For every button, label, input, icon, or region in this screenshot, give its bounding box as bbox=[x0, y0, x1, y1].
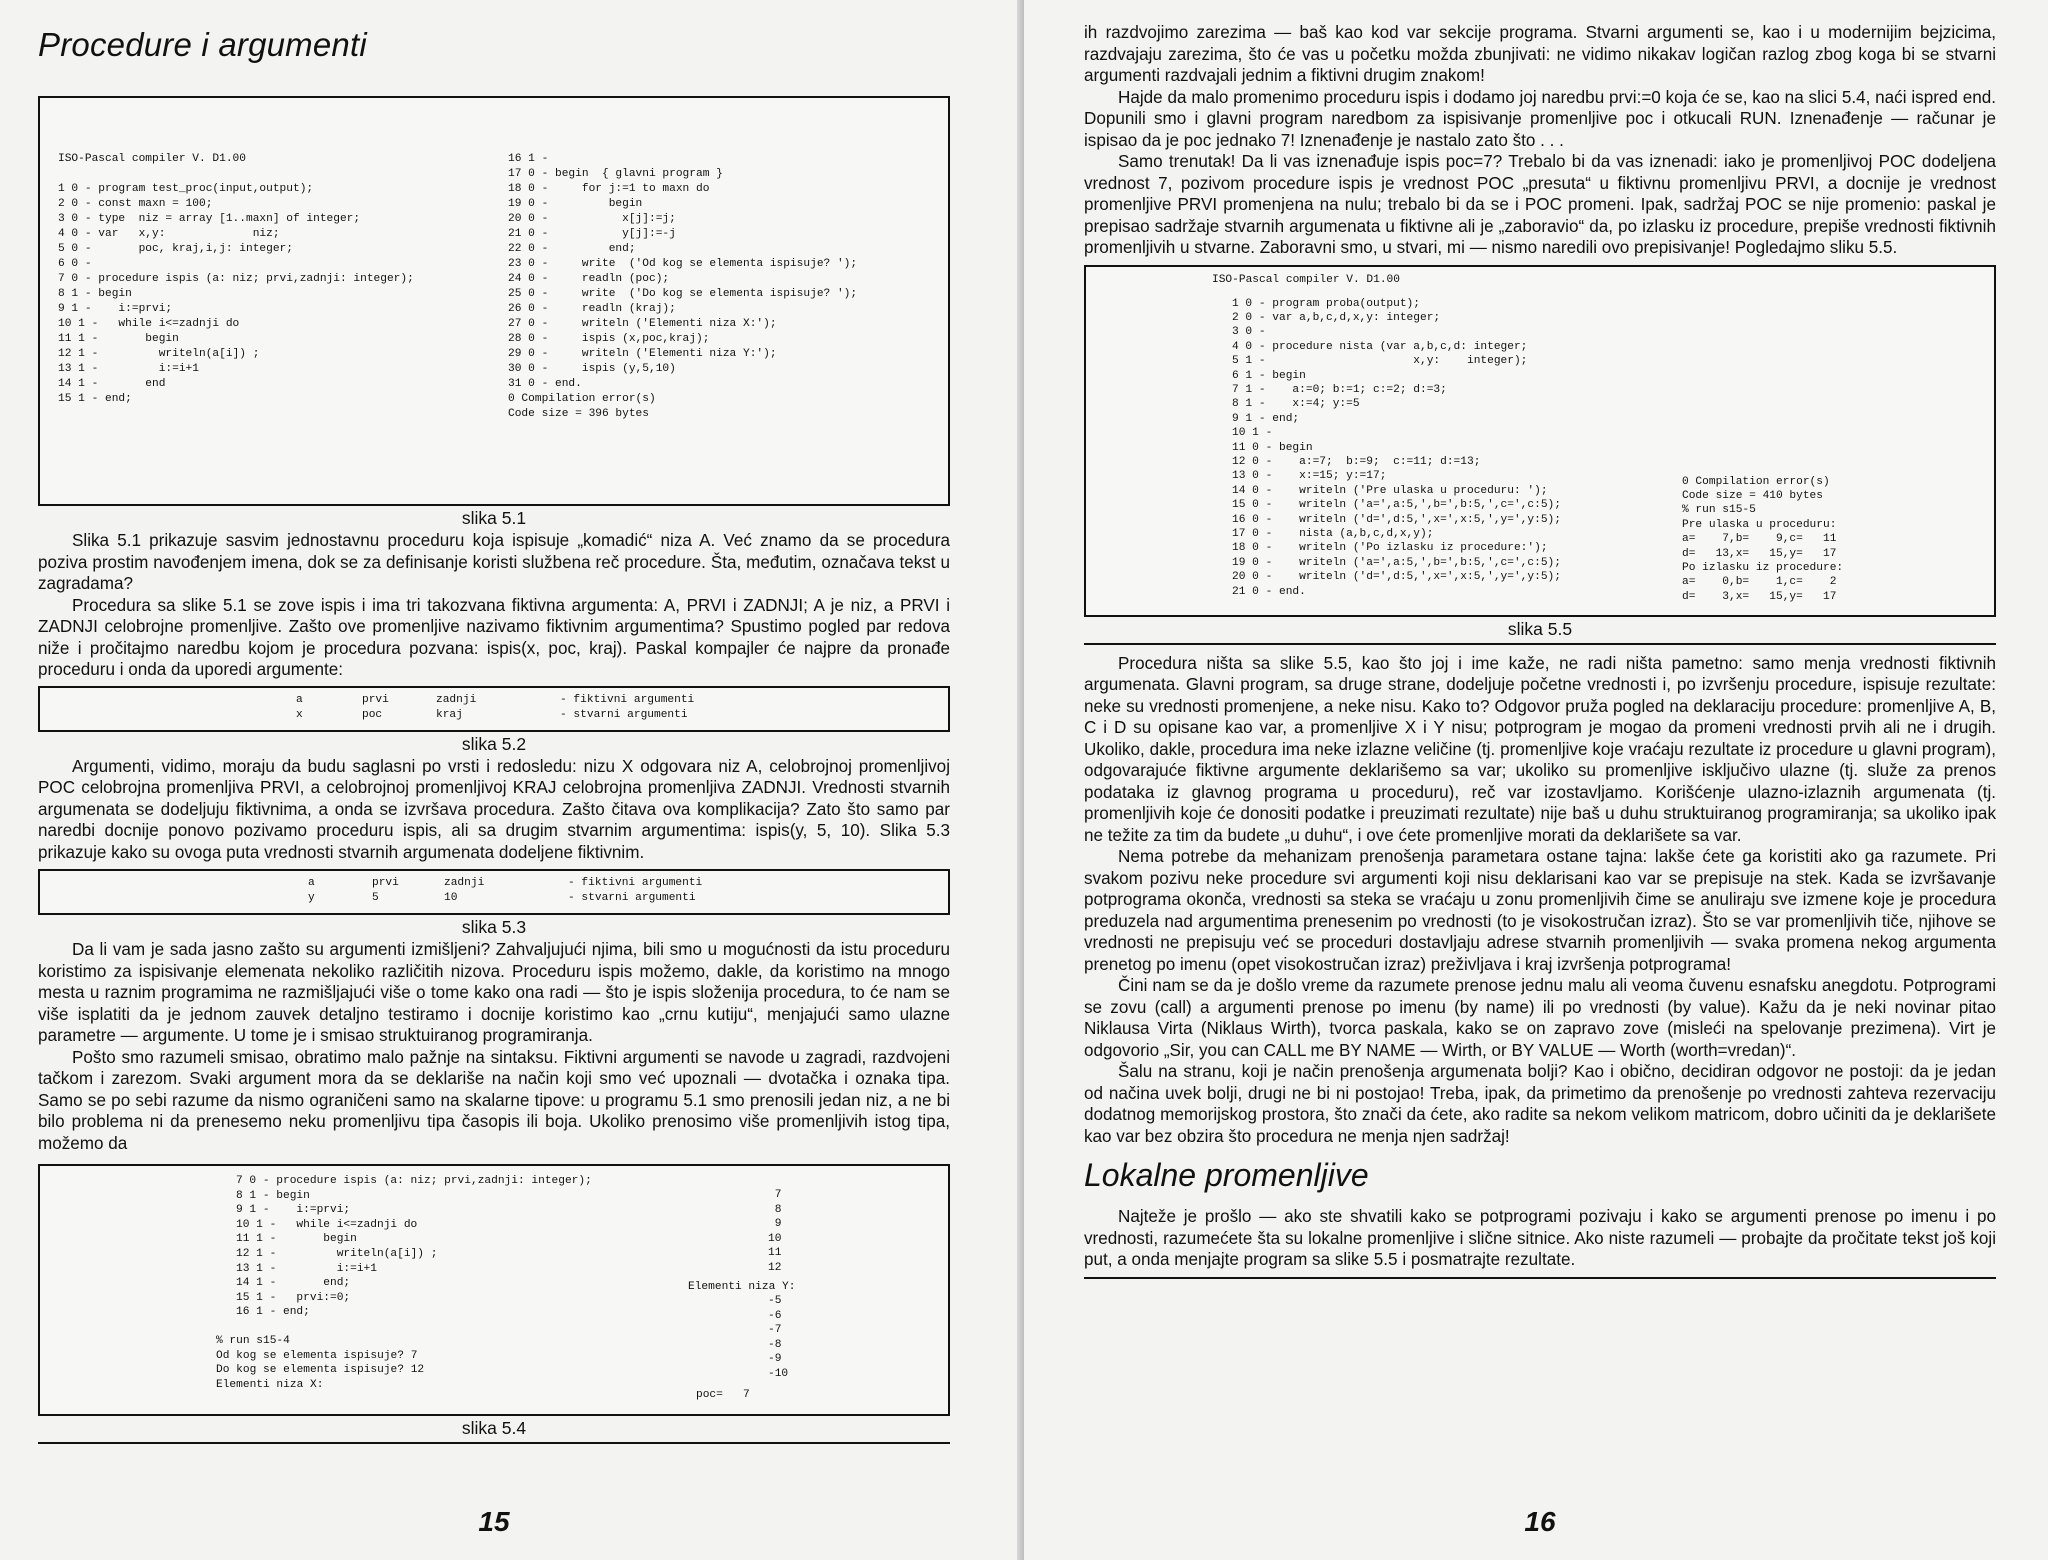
fig5-output: 0 Compilation error(s) Code size = 410 bytes % run s15-5 Pre ulaska u proceduru: a= 7,b= 9,c= 11 d= 13,x= 15,y= 17 Po izlasku iz procedure: a= 0,b= 1,c= 2 d= 3,x= 15,y= 17 bbox=[1682, 475, 1844, 603]
paragraph: Čini nam se da je došlo vreme da razumete prenose jednu malu ali veoma čuvenu esnafsku anegdotu. Potprogrami se zovu (call) a argumenti prenose po imenu (by name) ili po vrednosti (by value). Kažu da je neki novinar pitao Niklausa Virta (Niklaus Wirth), tvorca paskala, kako se on zapravo zove (misleći na spelovanje prezimena). Virt je odgovorio „Sir, you can CALL me BY NAME — Wirth, or BY VALUE — Worth (worth=vredan)“. bbox=[1084, 976, 1996, 1060]
figure-5-5 bbox=[1084, 265, 1996, 617]
paragraph: Najteže je prošlo — ako ste shvatili kako se potprogrami pozivaju i kako se argumenti prenose po imenu i po vrednosti, razumećete šta su lokalne promenljive i slične sitnice. Ako niste razumeli — probajte da pročitate tekst još koji put, a onda menjajte program sa slike 5.5 i posmatrajte rezultate. bbox=[1084, 1207, 1996, 1269]
paragraph: Pošto smo razumeli smisao, obratimo malo pažnje na sintaksu. Fiktivni argumenti se navode u zagradi, razdvojeni tačkom i zarezom. Svaki argument mora da se deklariše na način koji smo već upoznali — dvotačka i oznaka tipa. Samo se po sebi razume da nismo ograničeni samo na skalarne tipove: u programu 5.1 smo prenosili jedan niz, a ne bi bilo problema ni da prenesemo neku promenljivu tipa časopis ili boja. Ukoliko prenosimo više promenljivih istog tipa, možemo da bbox=[38, 1047, 950, 1153]
page-title: Procedure i argumenti bbox=[38, 26, 367, 63]
paragraph: Slika 5.1 prikazuje sasvim jednostavnu proceduru koja ispisuje „komadić“ niza A. Već znamo da se procedura poziva prostim navođenjem imena, dok se za definisanje koristi službena reč procedure. Šta, međutim, označava tekst u zagradama? bbox=[38, 531, 950, 593]
caption-5-1: slika 5.1 bbox=[461, 508, 527, 528]
section-heading: Lokalne promenljive bbox=[1084, 1157, 1369, 1193]
section-rule bbox=[1084, 643, 1996, 645]
paragraph: Procedura sa slike 5.1 se zove ispis i ima tri takozvana fiktivna argumenta: A, PRVI i ZADNJI; A je niz, a PRVI i ZADNJI celobrojne promenljive. Zašto ove promenljive nazivamo fiktivnim argumentima? Spustimo pogled par redova niže i pročitajmo naredbu kojom je procedura pozvana: ispis(x, poc, kraj). Paskal kompajler će najpre da pronađe proceduru i onda da uporedi argumente: bbox=[38, 595, 950, 679]
figure-5-2 bbox=[38, 686, 950, 732]
figure-5-4 bbox=[38, 1164, 950, 1416]
paragraph: Samo trenutak! Da li vas iznenađuje ispis poc=7? Trebalo bi da vas iznenadi: iako je promenljivoj POC dodeljena vrednost 7, pozivom procedure ispis je vrednost POC „presuta“ u fiktivnu promenljivu PRVI, a docnije je vrednost promenljive PRVI promenjena na nulu; trebalo bi da se i POC promeni. Ipak, sadržaj POC se nije promenio: paskal je prepisao sadržaje stvarnih argumenata u fiktivne ali je „zaboravio“ da, po izlasku iz procedure, prepiše vrednosti fiktivnih promenljivih u stvarne. Zaboravni smo, u stvari, mi — nismo naredili ovo prepisivanje! Pogledajmo sliku 5.5. bbox=[1084, 152, 1996, 257]
paragraph: Šalu na stranu, koji je način prenošenja argumenata bolji? Kao i obično, decidiran odgovor ne postoji: da je jedan od načina uvek bolji, drugi ne bi ni postojao! Treba, ipak, da primetimo da prenošenje po vrednosti zahteva rezervaciju dodatnog memorijskog prostora, što znači da ćete, ako radite sa nekom velikom matricom, dobro učiniti da je deklarišete kao var bez obzira što procedura ne menja njen sadržaj! bbox=[1084, 1062, 1996, 1146]
fig1-header: ISO-Pascal compiler V. D1.00 bbox=[58, 153, 246, 165]
fig2-row: x poc kraj - stvarni argumenti bbox=[296, 708, 688, 721]
fig4-code: 7 0 - procedure ispis (a: niz; prvi,zadnji: integer); 8 1 - begin 9 1 - i:=prvi; 10 1 - while i<=zadnji do 11 1 - begin 12 1 - writeln(a[i]) ; 13 1 - i:=i+1 14 1 - end; 15 1 - prvi:=0; 16 1 - end; bbox=[236, 1175, 592, 1319]
fig4-y-header: Elementi niza Y: bbox=[688, 1281, 796, 1293]
caption-5-3: slika 5.3 bbox=[461, 917, 527, 937]
paragraph: Argumenti, vidimo, moraju da budu saglasni po vrsti i redosledu: nizu X odgovara niz A, celobrojnoj promenljivoj POC celobrojna promenljiva PRVI, a celobrojnoj promenljivoj KRAJ celobrojna promenljiva ZADNJI. Vrednosti stvarnih argumenata se dodeljuju fiktivnima, a onda se izvršava procedura. Zašto čitava ova komplikacija? Zato što samo par naredbi docnije ponovo pozivamo proceduru ispis, ali sa drugim stvarnim argumentima: ispis(y, 5, 10). Slika 5.3 prikazuje kako su ovoga puta vrednosti stvarnih argumenata dodeljene fiktivnim. bbox=[38, 756, 950, 862]
fig4-poc: poc= 7 bbox=[696, 1389, 750, 1401]
fig4-y-values: -5 -6 -7 -8 -9 -10 bbox=[768, 1295, 789, 1380]
fig4-x-values: 7 8 9 10 11 12 bbox=[768, 1189, 782, 1274]
figure-5-1 bbox=[38, 96, 950, 506]
caption-5-2: slika 5.2 bbox=[461, 733, 527, 754]
paragraph: Nema potrebe da mehanizam prenošenja parametara ostane tajna: lakše ćete ga koristiti ako ga razumete. Pri svakom pozivu neke procedure svi argumenti koji nisu deklarisani kao var se prepisuje na stek. Kada se izvršavanje potprograma okonča, vrednosti sa steka se vraćaju u zonu promenljivih čime se anuliraju sve izmene koje je procedura preduzela nad argumentima prenesenim po vrednosti (to je visokostručan izraz). Što se var promenljivih tiče, njihove se vrednosti ne prepisuju već se proceduri dostavljaju adrese stvarnih promenljivih — svaka promena nekog argumenta prenetog po imenu (opet visokostručan izraz) preživljava i kraj izvršenja potprograma! bbox=[1084, 847, 1996, 974]
fig1-code-left: 1 0 - program test_proc(input,output); 2 0 - const maxn = 100; 3 0 - type niz = array [1..maxn] of integer; 4 0 - var x,y: niz; 5 0 - poc, kraj,i,j: integer; 6 0 - 7 0 - procedure ispis (a: niz; prvi,zadnji: integer); 8 1 - begin 9 1 - i:=prvi; 10 1 - while i<=zadnji do 11 1 - begin 12 1 - writeln(a[i]) ; 13 1 - i:=i+1 14 1 - end 15 1 - end; bbox=[58, 183, 414, 405]
fig2-row: a prvi zadnji - fiktivni argumenti bbox=[296, 693, 695, 706]
fig4-run-output: % run s15-4 Od kog se elementa ispisuje? 7 Do kog se elementa ispisuje? 12 Elementi niza X: bbox=[216, 1335, 425, 1391]
right-column bbox=[1084, 22, 1996, 1279]
footer-rule bbox=[38, 1442, 950, 1444]
fig5-header: ISO-Pascal compiler V. D1.00 bbox=[1212, 273, 1400, 286]
left-column bbox=[38, 26, 950, 1444]
paragraph: Hajde da malo promenimo proceduru ispis i dodamo joj naredbu prvi:=0 koja će se, kao na slici 5.4, naći ispred end. Dopunili smo i glavni program naredbom za ispisivanje promenljive poc i otkucali RUN. Iznenađenje — računar je ispisao da je poc jednako 7! Iznenađenje je nastalo zato što . . . bbox=[1084, 87, 1996, 150]
caption-5-4: slika 5.4 bbox=[461, 1418, 527, 1438]
paragraph: Da li vam je sada jasno zašto su argumenti izmišljeni? Zahvaljujući njima, bili smo u mogućnosti da istu proceduru koristimo za ispisivanje elemenata nekoliko različitih nizova. Proceduru ispis možemo, dakle, da koristimo na mnogo mesta u raznim programima ne razmišljajući više o tome kako ona radi — što je ispis složenija procedura, to će nam se više isplatiti da je jednom zauvek detaljno testiramo i docnije koristimo kao „crnu kutiju“, menjajući samo ulazne parametre — argumente. U tome je i smisao struktuiranog programiranja. bbox=[38, 940, 950, 1045]
paragraph: Procedura ništa sa slike 5.5, kao što joj i ime kaže, ne radi ništa pametno: samo menja vrednosti fiktivnih argumenata. Glavni program, sa druge strane, dodeljuje početne vrednosti i, po izvršenju procedure, ispisuje rezultate: neke su vrednosti promenjene, a neke nisu. Kako to? Odgovor pruža pogled na deklaraciju procedure: promenljive A, B, C i D su opisane kao var, a promenljive X i Y nisu; potprogram je mogao da promeni vrednosti prvih ali ne i drugih. Ukoliko, dakle, procedura ima neke izlazne veličine (tj. promenljive koje vraćaju rezultate iz procedure u glavni program), odgovarajuće fiktivne argumente deklarišemo sa var; ukoliko su promenljive isključivo ulazne (tj. služe za prenos podataka iz glavnog programa u proceduru), reč var izostavljamo. Korišćenje ulazno-izlaznih argumenata (tj. promenljivih koje će donositi podatke i preuzimati rezultate) nije baš u duhu struktuiranog programiranja; sa ukoliko ipak ne težite za tim da budete „u duhu“, i ove ćete promenljive morati da deklarišete sa var. bbox=[1084, 653, 1996, 845]
right-page bbox=[1024, 0, 2048, 1560]
caption-5-5: slika 5.5 bbox=[1507, 618, 1573, 639]
page-number: 16 bbox=[1524, 1506, 1556, 1537]
fig1-code-right: 16 1 - 17 0 - begin { glavni program } 18 0 - for j:=1 to maxn do 19 0 - begin 20 0 - x[j]:=j; 21 0 - y[j]:=-j 22 0 - end; 23 0 - write ('Od kog se elementa ispisuje? '); 24 0 - readln (poc); 25 0 - write ('Do kog se elementa ispisuje? '); 26 0 - readln (kraj); 27 0 - writeln ('Elementi niza X:'); 28 0 - ispis (x,poc,kraj); 29 0 - writeln ('Elementi niza Y:'); 30 0 - ispis (y,5,10) 31 0 - end. 0 Compilation error(s) Code size = 396 bytes bbox=[508, 153, 858, 420]
paragraph: ih razdvojimo zarezima — baš kao kod var sekcije programa. Stvarni argumenti se, kao i u modernijim bejzicima, razdvajaju zarezima, što će vas u početku možda zbunjivati: ne vidimo nikakav logičan razlog zbog koga bi se stvarni argumenti razdvajali jednim a fiktivni drugim znakom! bbox=[1084, 23, 1996, 85]
footer-rule bbox=[1084, 1277, 1996, 1279]
fig3-row: y 5 10 - stvarni argumenti bbox=[308, 892, 696, 904]
fig5-code: 1 0 - program proba(output); 2 0 - var a,b,c,d,x,y: integer; 3 0 - 4 0 - procedure nista (var a,b,c,d: integer; 5 1 - x,y: integer); 6 1 - begin 7 1 - a:=0; b:=1; c:=2; d:=3; 8 1 - x:=4; y:=5 9 1 - end; 10 1 - 11 0 - begin 12 0 - a:=7; b:=9; c:=11; d:=13; 13 0 - x:=15; y:=17; 14 0 - writeln ('Pre ulaska u proceduru: '); 15 0 - writeln ('a=',a:5,',b=',b:5,',c=',c:5); 16 0 - writeln ('d=',d:5,',x=',x:5,',y=',y:5); 17 0 - nista (a,b,c,d,x,y); 18 0 - writeln ('Po izlasku iz procedure:'); 19 0 - writeln ('a=',a:5,',b=',b:5,',c=',c:5); 20 0 - writeln ('d=',d:5,',x=',x:5,',y=',y:5); 21 0 - end. bbox=[1232, 297, 1561, 598]
figure-5-3 bbox=[38, 869, 950, 915]
fig3-row: a prvi zadnji - fiktivni argumenti bbox=[308, 877, 703, 889]
page-number: 15 bbox=[478, 1506, 510, 1537]
